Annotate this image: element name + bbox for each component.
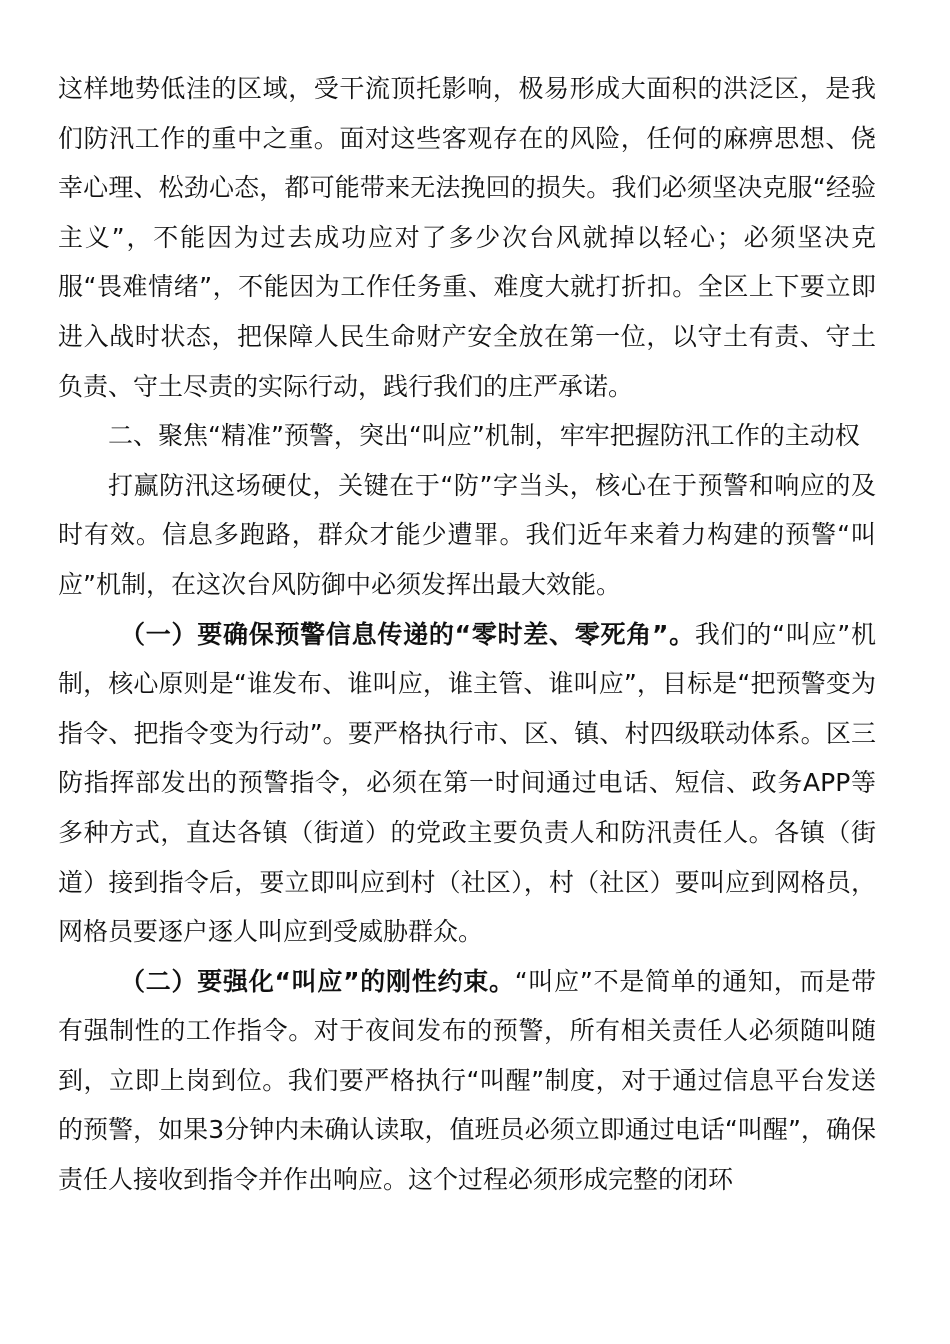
body-paragraph-4 [58, 610, 876, 957]
body-paragraph-4-text: 我们的“叫应”机制，核心原则是“谁发布、谁叫应，谁主管、谁叫应”，目标是“把预警变为指令、把指令变为行动”。要严格执行市、区、镇、村四级联动体系。区三防指挥部发出的预警指令，必须在第一时间通过电话、短信、政务APP等多种方式，直达各镇（街道）的党政主要负责人和防汛责任人。各镇（街道）接到指令后，要立即叫应到村（社区），村（社区）要叫应到网格员，网格员要逐户逐人叫应到受威胁群众。 [58, 619, 876, 947]
body-paragraph-3: 打赢防汛这场硬仗，关键在于“防”字当头，核心在于预警和响应的及时有效。信息多跑路，群众才能少遭罪。我们近年来着力构建的预警“叫应”机制，在这次台风防御中必须发挥出最大效能。 [58, 470, 876, 599]
section-heading-2: 二、聚焦“精准”预警，突出“叫应”机制，牢牢把握防汛工作的主动权 [108, 421, 860, 451]
subheading-1: （一）要确保预警信息传递的“零时差、零死角”。 [120, 619, 695, 649]
body-paragraph-5-text: “叫应”不是简单的通知，而是带有强制性的工作指令。对于夜间发布的预警，所有相关责任人必须随叫随到，立即上岗到位。我们要严格执行“叫醒”制度，对于通过信息平台发送的预警，如果3分钟内未确认读取，值班员必须立即通过电话“叫醒”，确保责任人接收到指令并作出响应。这个过程必须形成完整的闭环 [58, 966, 876, 1195]
body-paragraph-5 [58, 957, 876, 1205]
document-page [58, 64, 876, 1205]
subheading-2: （二）要强化“叫应”的刚性约束。 [120, 966, 515, 996]
body-paragraph-1: 这样地势低洼的区域，受干流顶托影响，极易形成大面积的洪泛区，是我们防汛工作的重中之重。面对这些客观存在的风险，任何的麻痹思想、侥幸心理、松劲心态，都可能带来无法挽回的损失。我们必须坚决克服“经验主义”，不能因为过去成功应对了多少次台风就掉以轻心；必须坚决克服“畏难情绪”，不能因为工作任务重、难度大就打折扣。全区上下要立即进入战时状态，把保障人民生命财产安全放在第一位，以守土有责、守土负责、守土尽责的实际行动，践行我们的庄严承诺。 [58, 74, 876, 401]
